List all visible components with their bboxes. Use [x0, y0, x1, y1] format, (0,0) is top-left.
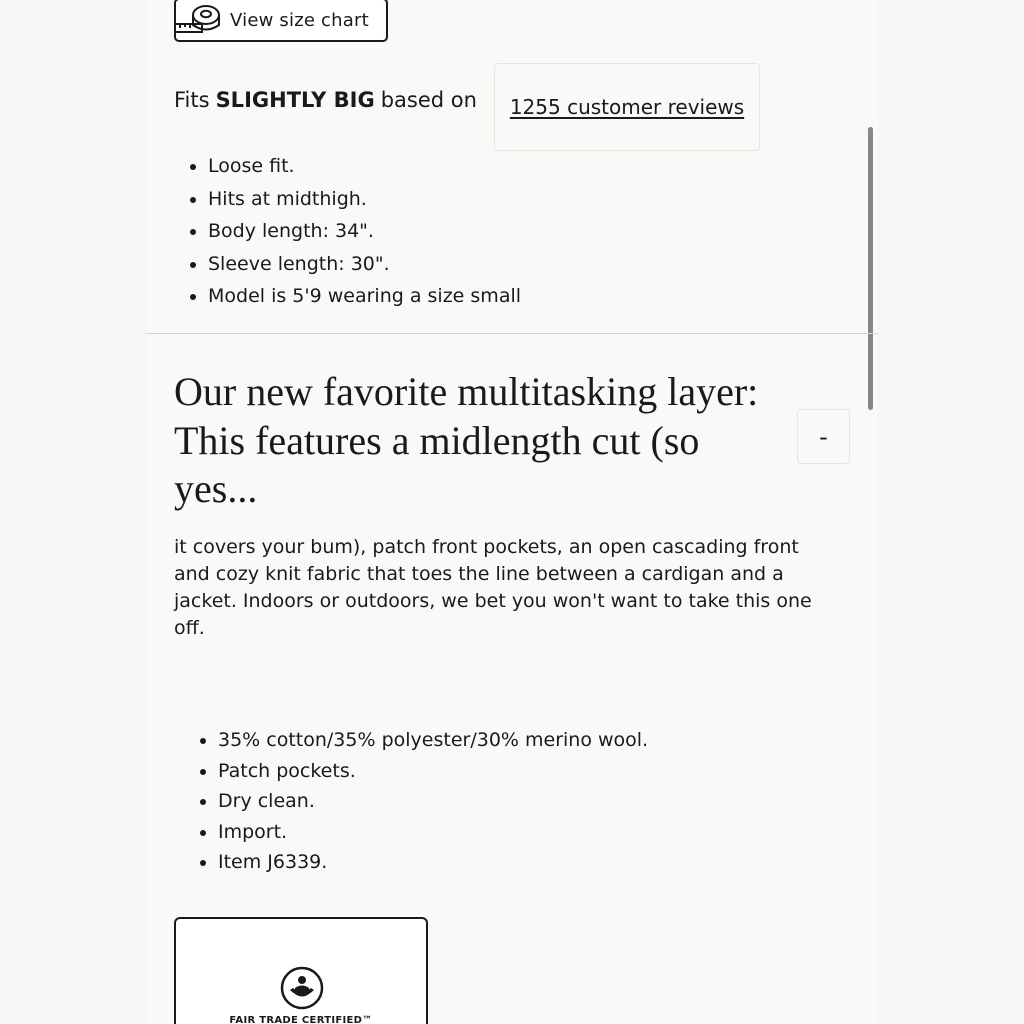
description-heading: Our new favorite multitasking layer: This features a midlength cut (so yes... [174, 369, 759, 511]
collapse-description-button[interactable]: - [797, 409, 850, 464]
product-details-panel [146, 0, 878, 1024]
fit-prefix: Fits [174, 88, 210, 112]
fit-verdict: SLIGHTLY BIG [215, 88, 375, 112]
section-divider [146, 333, 878, 334]
fit-suffix: based on [380, 88, 477, 112]
fit-detail-item: • Body length: 34". [208, 215, 521, 248]
customer-reviews-box [494, 63, 760, 151]
fair-trade-logo-icon [280, 966, 324, 1010]
left-margin [0, 0, 146, 1024]
fair-trade-label: FAIR TRADE CERTIFIED™ [229, 1015, 373, 1024]
spec-item: • Item J6339. [218, 847, 648, 878]
view-size-chart-button[interactable] [174, 0, 388, 42]
customer-reviews-link[interactable]: 1255 customer reviews [509, 95, 745, 119]
right-margin [878, 0, 1024, 1024]
product-specs-list [184, 725, 648, 878]
spec-item: • Import. [218, 817, 648, 848]
spec-item: • Patch pockets. [218, 756, 648, 787]
fit-details-list [174, 150, 521, 313]
spec-item: • 35% cotton/35% polyester/30% merino wool. [218, 725, 648, 756]
spec-item: • Dry clean. [218, 786, 648, 817]
tape-measure-icon [172, 1, 222, 39]
fit-detail-item: • Model is 5'9 wearing a size small [208, 280, 521, 313]
fit-detail-item: • Hits at midthigh. [208, 183, 521, 216]
fit-summary [174, 88, 477, 112]
fit-detail-item: • Sleeve length: 30". [208, 248, 521, 281]
fit-detail-item: • Loose fit. [208, 150, 521, 183]
description-body: it covers your bum), patch front pockets, an open cascading front and cozy knit fabric that toes the line between a cardigan and a jacket. Indoors or outdoors, we bet you won't want to take this one off. [174, 536, 812, 639]
fair-trade-card[interactable] [174, 917, 428, 1024]
scrollbar[interactable] [868, 127, 873, 410]
view-size-chart-label: View size chart [230, 9, 369, 31]
